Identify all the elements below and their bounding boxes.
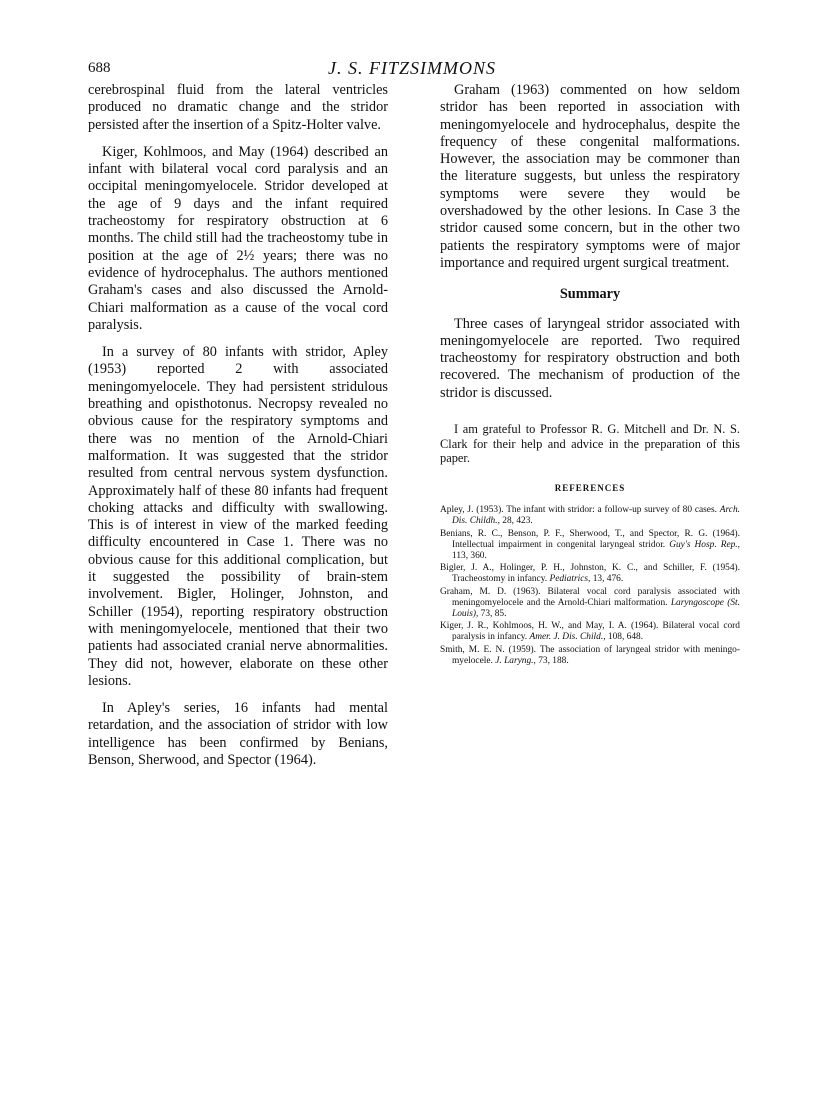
reference-journal: Laryngoscope (St. Louis),	[452, 597, 740, 619]
summary-paragraph: Three cases of laryngeal stridor associated with meningomyelocele are reported. Two required tracheostomy for respiratory obstruction and both recovered. The mechanism of production of the stridor is discussed.	[440, 315, 740, 401]
reference-authors: Graham, M. D. (1963).	[440, 586, 541, 597]
reference-journal: Amer. J. Dis. Child.,	[529, 632, 606, 643]
reference-item	[440, 645, 740, 667]
paragraph: In Apley's series, 16 infants had mental retardation, and the association of stridor with low intelligence has been confirmed by Benians, Benson, Sherwood, and Spector (1964).	[88, 700, 388, 768]
reference-title: Intellectual impairment in congenital laryngeal stridor.	[452, 539, 666, 550]
reference-volume: 13, 476.	[592, 574, 624, 585]
right-column	[440, 82, 740, 668]
paragraph: cerebrospinal fluid from the lateral ventricles produced no dramatic change and the stridor persisted after the insertion of a Spitz-Holter valve.	[88, 82, 388, 133]
reference-volume: 28, 423.	[502, 516, 533, 527]
reference-authors: Smith, M. E. N. (1959).	[440, 644, 537, 655]
reference-item	[440, 563, 740, 585]
reference-item	[440, 505, 740, 527]
reference-item	[440, 529, 740, 563]
left-column	[88, 82, 388, 779]
reference-authors: Bigler, J. A., Holinger, P. H., Johnston, K. C., and Schiller, F. (1954).	[440, 563, 740, 574]
reference-journal: J. Laryng.,	[495, 655, 536, 666]
summary-heading: Summary	[559, 286, 621, 303]
reference-authors: Apley, J. (1953).	[440, 505, 504, 516]
page-number: 688	[88, 60, 111, 76]
reference-authors: Kiger, J. R., Kohlmoos, H. W., and May, I. A. (1964).	[440, 621, 659, 632]
reference-title: Bilateral vocal cord paralysis in infancy.	[452, 621, 740, 643]
reference-item	[440, 587, 740, 621]
reference-journal: Arch. Dis. Childh.,	[452, 505, 740, 527]
reference-volume: 73, 85.	[480, 608, 507, 619]
running-head: J. S. FITZSIMMONS	[328, 58, 496, 78]
reference-title: Bilateral vocal cord paralysis associated with meningomyelocele and the Arnold-Chiari malformation.	[452, 586, 740, 608]
discussion-paragraph: Graham (1963) commented on how seldom stridor has been reported in association with meningomyelocele and hydrocephalus, despite the frequency of these congenital malformations. However, the association may be commoner than the literature suggests, but unless the respiratory symptoms were severe they would be overshadowed by the other lesions. In Case 3 the stridor caused some concern, but in the other two patients the respiratory symptoms were of major importance and required urgent surgical treatment.	[440, 82, 740, 271]
page-header	[88, 60, 736, 84]
references-list	[440, 505, 740, 667]
reference-journal: Guy's Hosp. Rep.,	[669, 539, 740, 550]
reference-volume: 73, 188.	[538, 655, 569, 666]
reference-item	[440, 621, 740, 643]
reference-volume: 108, 648.	[607, 632, 644, 643]
paragraph: In a survey of 80 infants with stridor, Apley (1953) reported 2 with associated meningomyelocele. They had persistent stridulous breathing and opisthotonus. Necropsy revealed no obvious cause for the respiratory symptoms and there was no mention of the Arnold-Chiari malformation. It was suggested that the stridor resulted from central nervous system dysfunction. Approximately half of these 80 infants had frequent choking attacks and difficulty with swallowing. This is of interest in view of the marked feeding difficulty encountered in Case 1. There was no obvious cause for this additional complication, but it suggested the possibility of brain-stem involvement. Bigler, Holinger, Johnston, and Schiller (1954), reporting respiratory obstruction with meningomyelocele, mentioned that their two patients had associated cranial nerve abnormalities. They did not, however, elaborate on these other lesions.	[88, 344, 388, 689]
acknowledgement: I am grateful to Professor R. G. Mitchell and Dr. N. S. Clark for their help and advice in the preparation of this paper.	[440, 422, 740, 466]
paragraph: Kiger, Kohlmoos, and May (1964) described an infant with bilateral vocal cord paralysis and an occipital meningomyelocele. Stridor developed at the age of 9 days and the infant required tracheostomy for respiratory obstruction at 6 months. The child still had the tracheostomy tube in position at the age of 2½ years; there was no evidence of hydrocephalus. The authors mentioned Graham's cases and also discussed the Arnold-Chiari malformation as a cause of the vocal cord paralysis.	[88, 143, 388, 333]
reference-volume: 113, 360.	[452, 550, 487, 561]
reference-title: The infant with stridor: a follow-up survey of 80 cases.	[506, 505, 717, 516]
reference-journal: Pediatrics,	[549, 574, 591, 585]
reference-title: The association of laryngeal stridor with meningo-myelocele.	[452, 644, 740, 666]
references-heading: REFERENCES	[554, 482, 626, 493]
reference-title: Tracheostomy in infancy.	[452, 574, 548, 585]
reference-authors: Benians, R. C., Benson, P. F., Sherwood, T., and Spector, R. G. (1964).	[440, 528, 740, 539]
